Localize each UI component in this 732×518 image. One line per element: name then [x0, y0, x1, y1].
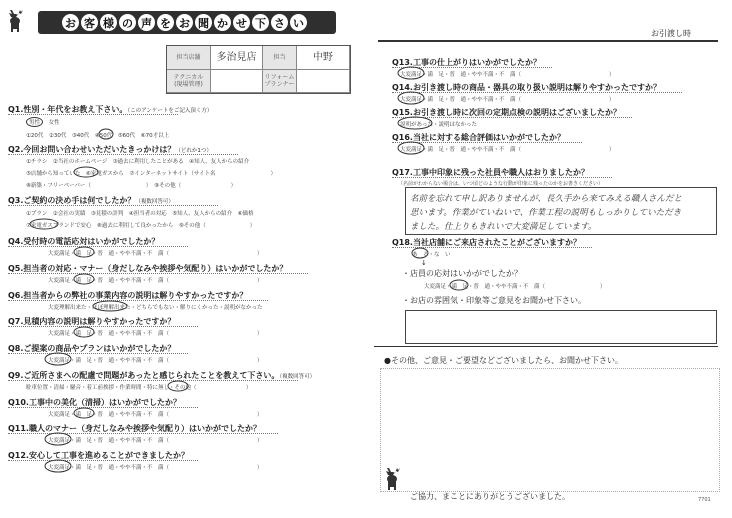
q2-line2: ⑤店舗から知っていた ⑥家電ガスから ⑦インターネットサイト（サイト名 ）: [26, 171, 277, 177]
staff-value: 中野: [297, 46, 350, 70]
q9-title: Q9.ご近所さまへの配慮で問題があったと感じられたことを教えて下さい。（複数回答可）: [8, 371, 316, 380]
q1-title: Q1.性別・年代をお教え下さい。（このアンケートをご記入頂く方）: [8, 105, 213, 114]
q7-scale: 大変満足・満 足・普 通・やや不満・不 満（ ）: [48, 331, 263, 337]
q14-scale: 大変満足・満 足・普 通・やや不満・不 満（ ）: [400, 97, 615, 103]
q7-title: Q7.見積内容の説明は解りやすかったですか？: [8, 317, 176, 326]
q8-scale: 大変満足・満 足・普 通・やや不満・不 満（ ）: [48, 358, 263, 364]
title-char: 客: [81, 14, 98, 31]
q15-scale: 説明があった・説明はなかった: [400, 122, 477, 128]
footer-thanks: ご協力、まことにありがとうございました。: [410, 492, 570, 501]
q4-scale: 大変満足・満 足・普 通・やや不満・不 満（ ）: [48, 251, 263, 257]
q18-title: Q18.当社店舗にご来店されたことがございますか？: [392, 238, 581, 247]
q18-store-question: ・店員の応対はいかがでしたか？: [402, 269, 522, 278]
q18-atmosphere: ・お店の雰囲気・印象等ご意見をお聞かせ下さい。: [402, 296, 586, 305]
arrow-down-icon: ↓: [421, 259, 427, 267]
q5-scale: 大変満足・満 足・普 通・やや不満・不 満（ ）: [48, 278, 263, 284]
q4-title: Q4.受付時の電話応対はいかがでしたか？: [8, 237, 160, 246]
q14-title: Q14.お引き渡し時の商品・器具の取り扱い説明は解りやすかったですか？: [392, 83, 661, 92]
title-char: さ: [271, 14, 288, 31]
q6-scale: 大変理解出来た・ほぼ理解出来た・どちらでもない・解りにくかった・説明がなかった: [48, 305, 263, 311]
title-char: 声: [138, 14, 155, 31]
q3-line2: ⑦家電ガスプランドで安心 ⑧過去に利用して良かったから ⑨その他（ ）: [26, 223, 256, 229]
store-label: 担当店舗: [167, 46, 211, 70]
tech-label: テクニカル (現場管理): [167, 70, 211, 93]
q11-scale: 大変満足・満 足・普 通・やや不満・不 満（ ）: [48, 438, 263, 444]
q16-scale: 大変満足・満 足・普 通・やや不満・不 満（ ）: [400, 147, 615, 153]
title-char: お: [176, 14, 193, 31]
form-code: 7701: [698, 497, 711, 503]
q13-title: Q13.工事の仕上がりはいかがでしたか？: [392, 58, 541, 67]
q15-title: Q15.お引き渡し時に次回の定期点検の説明はございましたか？: [392, 108, 621, 117]
q9-line1: 駐車位置・清掃・騒音・着工前挨拶・作業時間・特に無し・その他（ ）: [26, 385, 252, 391]
title-char: せ: [233, 14, 250, 31]
q1-ages: ①20代 ②30代 ③40代 ④50代 ⑤60代 ⑥70才以上: [26, 133, 170, 139]
q1-gender: 男性 女性: [26, 117, 60, 127]
q2-line3: ⑧新築・フリーペーパー（ ） ⑨その他（ ）: [26, 183, 237, 189]
q12-scale: 大変満足・満 足・普 通・やや不満・不 満（ ）: [48, 465, 263, 471]
title-char: か: [214, 14, 231, 31]
q13-scale: 大変満足・満 足・普 通・やや不満・不 満（ ）: [400, 72, 615, 78]
deer-footer-icon: [381, 466, 403, 490]
title-char: 下: [252, 14, 269, 31]
header-right-label: お引渡し時: [651, 29, 691, 38]
q6-title: Q6.担当者からの弊社の事業内容の説明は解りやすかったですか？: [8, 291, 248, 300]
q2-title: Q2.今回お問い合わせいただいたきっかけは？（どれか1つ）: [8, 145, 212, 154]
q5-title: Q5.担当者の対応・マナー（身だしなみや挨拶や気配り）はいかがでしたか？: [8, 264, 288, 273]
title-char: 様: [100, 14, 117, 31]
planner-label: リフォーム プランナー: [263, 70, 297, 93]
q2-line1: ①チラシ ②当社のホームページ ③過去に利用したことがある ④知人、友人からの紹介: [26, 159, 250, 165]
q3-title: Q3.ご契約の決め手は何でしたか？（複数回答可）: [8, 196, 174, 205]
other-comments-box: [380, 368, 720, 492]
q16-title: Q16.当社に対する総合評価はいかがでしたか？: [392, 133, 565, 142]
q17-handwriting-1: 名前を忘れて申し訳ありませんが、長久手から来てみえる職人さんだと: [410, 194, 683, 204]
title-char: い: [290, 14, 307, 31]
title-char: を: [157, 14, 174, 31]
title-char: の: [119, 14, 136, 31]
q17-note: （名前がわからない場合は、いつ頃どのような行動が印象に残ったのかをお書きください）: [398, 181, 604, 187]
q11-title: Q11.職人のマナー（身だしなみや挨拶や気配り）はいかがでしたか？: [8, 424, 261, 433]
q18-store-scale: 大変満足・満 足・普 通・やや不満・不 満（ ）: [424, 284, 606, 290]
q10-title: Q10.工事中の美化（清掃）はいかがでしたか？: [8, 398, 181, 407]
q18-scale: あ る・な い: [412, 252, 451, 258]
q17-handwriting-2: 思います。作業がていねいで、作業工程の説明もしっかりしていただき: [410, 208, 682, 218]
q17-title: Q17.工事中印象に残った社員や職人はおりましたか？: [392, 168, 589, 177]
other-divider: [374, 346, 718, 347]
q8-title: Q8.ご提案の商品やプランはいかがでしたか？: [8, 344, 176, 353]
store-value: 多治見店: [211, 46, 263, 70]
q3-line1: ①プラン ②会社の実績 ③見積の評判 ④担当者の対応 ⑤知人、友人からの紹介 ⑥価格: [26, 211, 254, 217]
q17-handwriting-3: ました。仕上りもきれいで大変満足しています。: [410, 222, 597, 232]
q12-title: Q12.安心して工事を進めることができましたか？: [8, 451, 189, 460]
staff-label: 担当: [263, 46, 297, 70]
q10-scale: 大変満足・満 足・普 通・やや不満・不 満（ ）: [48, 412, 263, 418]
other-comments-prompt: ●その他、ご意見・ご要望などございましたら、お聞かせ下さい。: [384, 356, 623, 365]
title-char: お: [62, 14, 79, 31]
title-char: 聞: [195, 14, 212, 31]
